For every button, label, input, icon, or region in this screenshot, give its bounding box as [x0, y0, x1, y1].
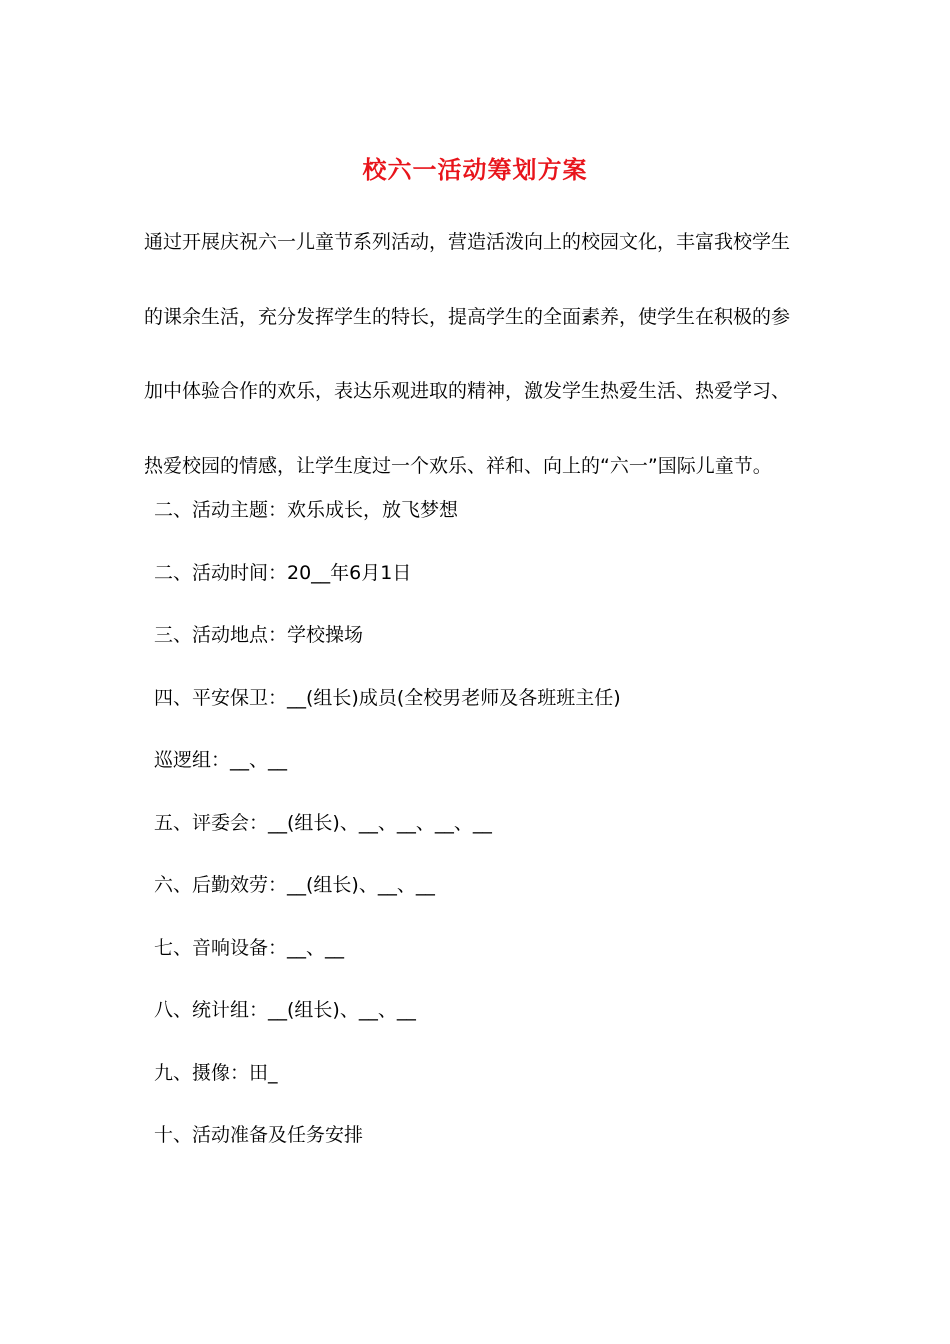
item-judges: 五、评委会：__(组长)、__、__、__、__ [154, 812, 492, 834]
intro-line: 的课余生活，充分发挥学生的特长，提高学生的全面素养，使学生在积极的参 [144, 305, 791, 328]
document-title: 校六一活动筹划方案 [362, 155, 588, 184]
intro-line: 加中体验合作的欢乐，表达乐观进取的精神，激发学生热爱生活、热爱学习、 [144, 380, 791, 402]
item-logistics: 六、后勤效劳：__(组长)、__、__ [154, 874, 435, 896]
item-location: 三、活动地点：学校操场 [154, 624, 364, 646]
item-theme: 二、活动主题：欢乐成长，放飞梦想 [154, 499, 459, 521]
item-audio: 七、音响设备：__、__ [154, 937, 345, 959]
intro-line: 通过开展庆祝六一儿童节系列活动，营造活泼向上的校园文化，丰富我校学生 [144, 231, 791, 253]
item-time: 二、活动时间：20__年6月1日 [154, 562, 412, 584]
item-security: 四、平安保卫：__(组长)成员(全校男老师及各班班主任) [154, 687, 621, 709]
intro-line: 热爱校园的情感，让学生度过一个欢乐、祥和、向上的“六一”国际儿童节。 [144, 454, 772, 477]
item-patrol: 巡逻组：__、__ [154, 749, 288, 771]
item-statistics: 八、统计组：__(组长)、__、__ [154, 999, 416, 1021]
item-photography: 九、摄像：田_ [154, 1062, 278, 1084]
item-preparation: 十、活动准备及任务安排 [154, 1124, 364, 1146]
intro-paragraph [144, 205, 814, 503]
